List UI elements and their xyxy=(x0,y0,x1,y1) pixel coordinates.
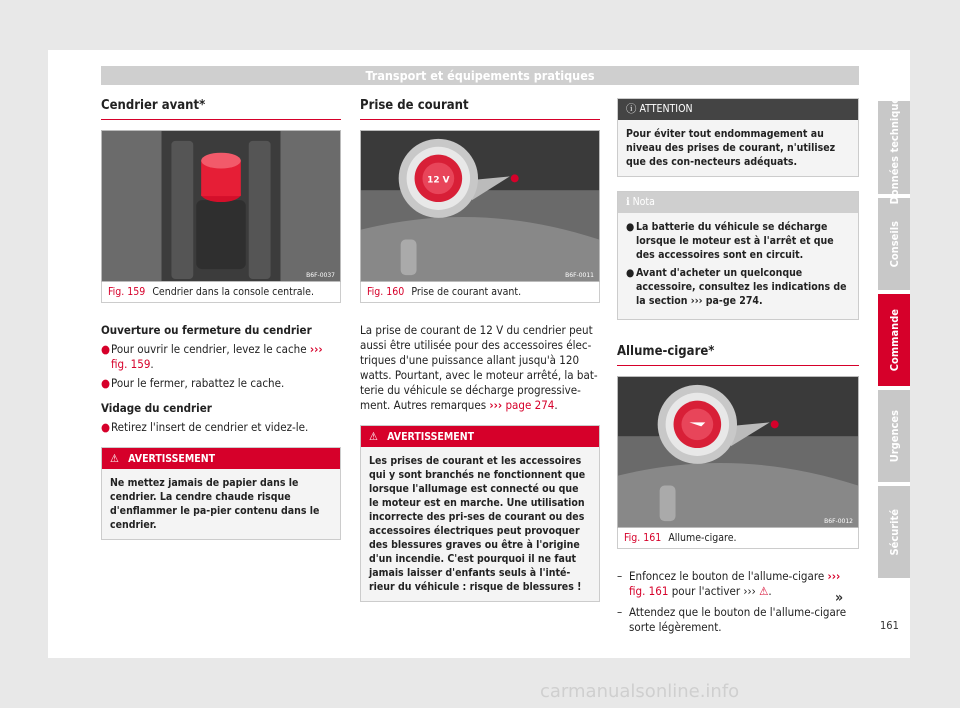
bullet-icon: ● xyxy=(101,376,111,390)
warning-box xyxy=(101,447,341,540)
figure-number: Fig. 159 xyxy=(108,286,146,298)
column-ashtray xyxy=(101,98,341,540)
column-power-socket xyxy=(360,98,600,602)
bullet-icon: ● xyxy=(626,267,635,279)
page-link[interactable]: ››› pa-ge 274. xyxy=(690,295,763,307)
socket-paragraph: La prise de courant de 12 V du cendrier peut aussi être utilisée pour des accessoires élec-triques d'une puissance allant jusqu'à 120 watts. Pourtant, avec le moteur arrêté, la bat-terie du véhicule se décharge progressive-ment. Autres remarques ››› page 274. xyxy=(360,323,598,412)
page-header: Transport et équipements pratiques xyxy=(101,66,859,85)
figure-number: Fig. 160 xyxy=(367,286,405,298)
warning-text: Ne mettez jamais de papier dans le cendrier. La cendre chaude risque d'enflammer le pa-pier contenu dans le cendrier. xyxy=(110,477,320,531)
section-title-lighter: Allume-cigare* xyxy=(617,344,859,366)
list-item: ● La batterie du véhicule se décharge lorsque le moteur est à l'arrêt et que des accessoires sont en circuit. xyxy=(626,221,834,261)
warning-box xyxy=(360,425,600,602)
warning-text: Les prises de courant et les accessoires qui y sont branchés ne fonctionnent que lorsque l'allumage est connecté ou que le moteur est en marche. Une utilisation incorrecte des pri-ses de courant ou des accessoires électriques peut provoquer des blessures graves ou être à l'origine d'un incendie. C'est pourquoi il ne faut jamais laisser d'enfants seuls à l'inté-rieur du véhicule : risque de blessures ! xyxy=(369,455,586,593)
note-text xyxy=(618,213,858,319)
info-icon: ℹ xyxy=(626,196,630,208)
tab-urgences[interactable]: Urgences xyxy=(878,390,910,482)
figure-caption-text: Cendrier dans la console centrale. xyxy=(152,286,314,298)
attention-text: Pour éviter tout endommagement au niveau des prises de courant, n'utilisez que des con-necteurs adéquats. xyxy=(626,128,836,168)
list-item: – Attendez que le bouton de l'allume-cigare sorte légèrement. xyxy=(617,605,847,634)
figure-code: B6F-0011 xyxy=(565,272,594,279)
ashtray-illustration xyxy=(102,131,340,281)
socket-illustration xyxy=(361,131,599,281)
exclamation-circle-icon: ⓘ xyxy=(626,103,637,115)
figure-caption xyxy=(360,282,600,303)
warning-header: ⚠ AVERTISSEMENT xyxy=(361,426,599,447)
figure-caption-text: Allume-cigare. xyxy=(668,532,737,544)
attention-box xyxy=(617,98,859,177)
page-link[interactable]: ››› page 274 xyxy=(489,398,555,412)
section-title-ashtray: Cendrier avant* xyxy=(101,98,341,120)
socket-label: 12 V xyxy=(427,175,450,186)
note-header: ℹ Nota xyxy=(618,192,858,213)
warning-triangle-icon: ⚠ xyxy=(110,452,119,465)
bullet-icon: ● xyxy=(101,342,111,356)
list-item: ● Avant d'acheter un quelconque accessoire, consultez les indications de la section ››› pa-ge 274. xyxy=(626,267,847,307)
figure-lighter xyxy=(617,376,859,528)
warning-header: ⚠ AVERTISSEMENT xyxy=(102,448,340,469)
column-lighter xyxy=(617,98,859,641)
section-title-socket: Prise de courant xyxy=(360,98,600,120)
bullet-icon: ● xyxy=(101,420,111,434)
attention-header: ⓘ ATTENTION xyxy=(618,99,858,120)
figure-link[interactable]: ››› fig. 159 xyxy=(111,342,323,371)
emptying-heading: Vidage du cendrier xyxy=(101,401,212,415)
bullet-icon: ● xyxy=(626,221,635,233)
tab-conseils[interactable]: Conseils xyxy=(878,198,910,290)
list-item: ● Retirez l'insert de cendrier et videz-le. xyxy=(101,420,309,434)
warning-triangle-icon: ⚠ xyxy=(759,584,769,598)
lighter-steps xyxy=(617,569,859,635)
tab-commande[interactable]: Commande xyxy=(878,294,910,386)
figure-caption xyxy=(101,282,341,303)
tab-securite[interactable]: Sécurité xyxy=(878,486,910,578)
list-item: – Enfoncez le bouton de l'allume-cigare ››› fig. 161 pour l'activer ››› ⚠. xyxy=(617,569,841,598)
page-number: 161 xyxy=(880,619,899,632)
figure-ashtray xyxy=(101,130,341,282)
list-item: ● Pour ouvrir le cendrier, levez le cache ››› fig. 159. xyxy=(101,342,323,371)
watermark: carmanualsonline.info xyxy=(540,681,740,702)
continue-mark: » xyxy=(835,590,844,606)
figure-caption-text: Prise de courant avant. xyxy=(411,286,522,298)
figure-caption xyxy=(617,528,859,549)
tab-donnees-techniques[interactable]: Données techniques xyxy=(878,101,910,194)
chapter-tabs xyxy=(878,90,910,582)
figure-socket xyxy=(360,130,600,282)
figure-code: B6F-0012 xyxy=(824,518,853,525)
ashtray-instructions xyxy=(101,323,341,435)
list-item: ● Pour le fermer, rabattez le cache. xyxy=(101,376,285,390)
figure-number: Fig. 161 xyxy=(624,532,662,544)
note-box xyxy=(617,191,859,320)
lighter-illustration xyxy=(618,377,858,527)
figure-code: B6F-0037 xyxy=(306,272,335,279)
open-close-heading: Ouverture ou fermeture du cendrier xyxy=(101,323,312,337)
figure-link[interactable]: ››› fig. 161 xyxy=(629,569,841,598)
warning-triangle-icon: ⚠ xyxy=(369,430,378,443)
